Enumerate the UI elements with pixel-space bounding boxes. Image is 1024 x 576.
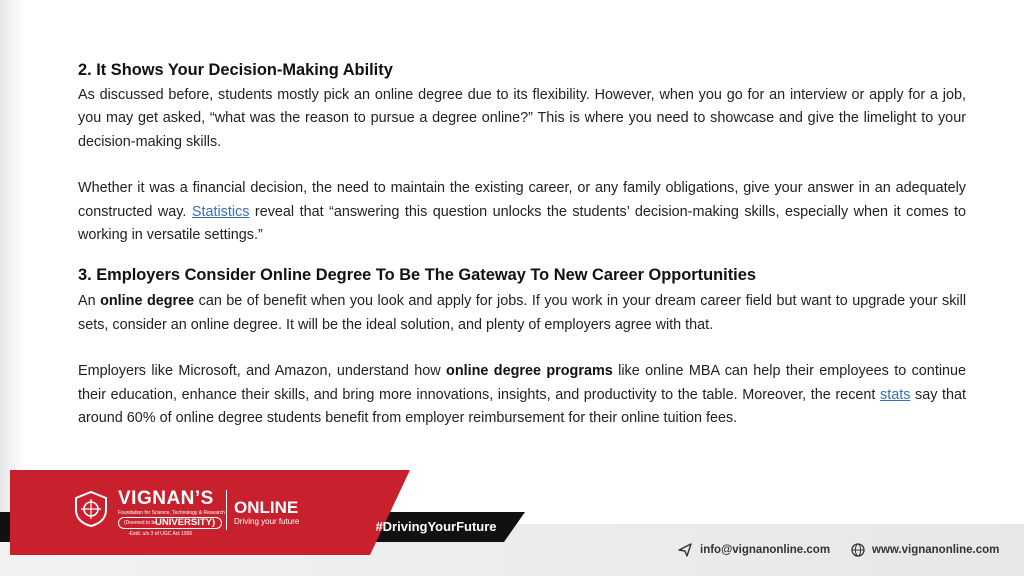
contact-email[interactable]: info@vignanonline.com	[700, 544, 831, 556]
section-3-p2-start: Employers like Microsoft, and Amazon, understand how	[78, 363, 441, 380]
section-2-p2-text-before: Whether it was a financial decision, the need to maintain the existing career, or any family obligations, give your answer in an adequately constructed way.	[78, 180, 966, 220]
brand-university: UNIVERSITY)	[155, 517, 216, 528]
online-degree-bold: online degree	[100, 293, 195, 310]
online-tagline: Driving your future	[234, 517, 300, 526]
article-content	[78, 58, 966, 430]
section-3-p1-rest: can be of benefit when you look and apply for jobs. If you work in your dream career field but want to upgrade your skill sets, consider an online degree. It will be the ideal solution, and plenty of employers agree with that.	[78, 293, 967, 333]
section-3-p1-start: An	[78, 293, 96, 310]
section-3-p2-end: say that around 60% of online degree students benefit from employer reimbursement for their online tuition fees.	[78, 386, 966, 427]
brand-tagline: Foundation for Science, Technology & Research	[118, 510, 225, 516]
section-2-heading: 2. It Shows Your Decision-Making Ability	[78, 61, 393, 79]
brand-established: -Estd. u/s 3 of UGC Act 1956	[128, 531, 193, 537]
section-3-paragraph-2	[78, 360, 966, 430]
section-2-p2-text-after: reveal that “answering this question unlocks the students’ decision-making skills, especially when it comes to working in versatile settings.”	[78, 203, 966, 244]
university-crest-icon	[72, 490, 110, 528]
send-icon	[678, 543, 692, 557]
hashtag-label: #DrivingYourFuture	[375, 519, 497, 534]
section-2-paragraph-2	[78, 177, 966, 247]
stats-link[interactable]: stats	[880, 386, 911, 403]
brand-university-prefix: (Deemed to be	[124, 520, 158, 526]
section-3-heading: 3. Employers Consider Online Degree To Be The Gateway To New Career Opportunities	[78, 266, 756, 285]
statistics-link[interactable]: Statistics	[191, 203, 250, 220]
contact-website[interactable]: www.vignanonline.com	[872, 544, 1000, 556]
brand-divider	[226, 490, 227, 530]
brand-name: VIGNAN’S	[118, 488, 214, 509]
section-3-p2-mid: like online MBA can help their employees to continue their education, enhance their skills, and bring more innovations, insights, and productivity to the table. Moreover, the recent	[78, 363, 967, 403]
online-label: ONLINE	[234, 498, 299, 517]
section-2-paragraph-1: As discussed before, students mostly pick an online degree due to its flexibility. However, when you go for an interview or apply for a job, you may get asked, “what was the reason to pursue a degree online?” This is where you need to showcase and give the limelight to your decision-making skills.	[78, 87, 966, 150]
globe-icon	[851, 543, 865, 557]
online-degree-programs-bold: online degree programs	[446, 363, 613, 380]
section-3-paragraph-1	[78, 290, 966, 337]
